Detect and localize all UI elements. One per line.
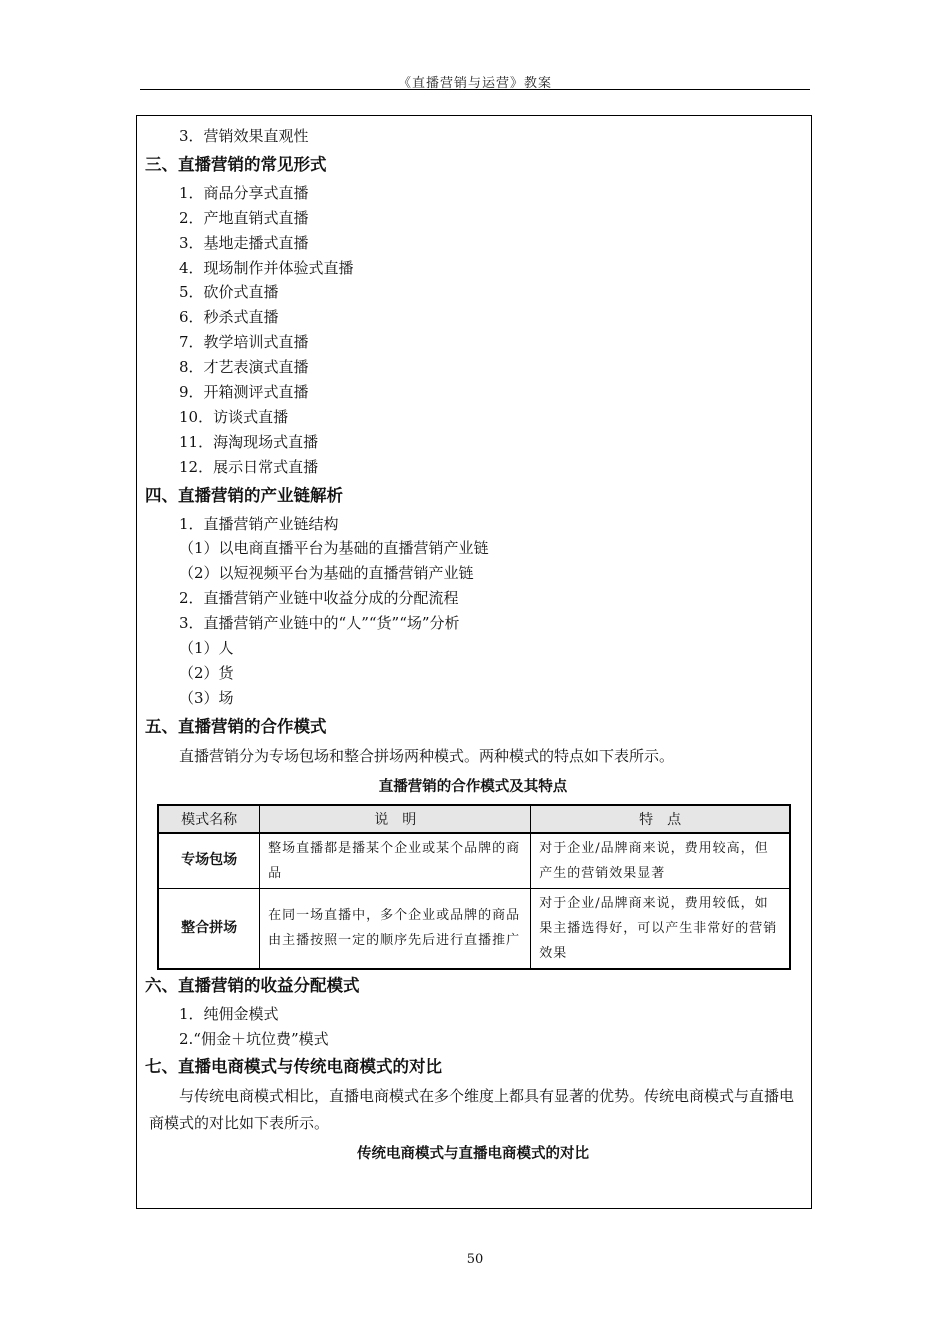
list-item: 8．才艺表演式直播 bbox=[179, 358, 309, 377]
list-item: （1）人 bbox=[179, 639, 234, 658]
header-rule bbox=[140, 89, 810, 90]
list-item: （2）货 bbox=[179, 663, 234, 682]
list-item: 2．产地直销式直播 bbox=[179, 208, 309, 227]
list-item: 7．教学培训式直播 bbox=[179, 333, 309, 352]
table-caption-cooperation: 直播营销的合作模式及其特点 bbox=[378, 778, 568, 795]
list-item: 2.“佣金＋坑位费”模式 bbox=[179, 1029, 329, 1048]
document-header-title: 《直播营销与运营》教案 bbox=[397, 76, 552, 91]
section-5-paragraph: 直播营销分为专场包场和整合拼场两种模式。两种模式的特点如下表所示。 bbox=[179, 746, 675, 765]
section-heading-4: 四、直播营销的产业链解析 bbox=[145, 485, 343, 505]
section-3-list bbox=[145, 181, 801, 480]
section-7-paragraph: 与传统电商模式相比，直播电商模式在多个维度上都具有显著的优势。传统电商模式与直播电商模式的对比如下表所示。 bbox=[149, 1087, 795, 1133]
list-item: 1．商品分享式直播 bbox=[179, 183, 309, 202]
list-item: 2．直播营销产业链中收益分成的分配流程 bbox=[179, 589, 459, 608]
section-heading-6: 六、直播营销的收益分配模式 bbox=[145, 975, 360, 995]
column-header-mode-name: 模式名称 bbox=[158, 805, 260, 833]
table-row bbox=[158, 833, 790, 889]
list-item: 3．营销效果直观性 bbox=[179, 127, 309, 145]
list-item: 9．开箱测评式直播 bbox=[179, 383, 309, 402]
table-header-row bbox=[158, 805, 790, 833]
cooperation-modes-table bbox=[157, 804, 791, 970]
table-caption-comparison: 传统电商模式与直播电商模式的对比 bbox=[357, 1146, 589, 1163]
description-cell: 在同一场直播中，多个企业或品牌的商品由主播按照一定的顺序先后进行直播推广 bbox=[260, 888, 531, 969]
list-item: （2）以短视频平台为基础的直播营销产业链 bbox=[179, 564, 474, 583]
list-item: （3）场 bbox=[179, 688, 234, 707]
feature-cell: 对于企业/品牌商来说，费用较低，如果主播选得好，可以产生非常好的营销效果 bbox=[531, 888, 790, 969]
section-4-list bbox=[145, 512, 801, 711]
column-header-description: 说 明 bbox=[260, 805, 531, 833]
description-cell: 整场直播都是播某个企业或某个品牌的商品 bbox=[260, 833, 531, 889]
list-item: 1．直播营销产业链结构 bbox=[179, 514, 339, 533]
mode-name-cell: 整合拼场 bbox=[158, 888, 260, 969]
list-item: 4．现场制作并体验式直播 bbox=[179, 258, 354, 277]
mode-name-cell: 专场包场 bbox=[158, 833, 260, 889]
list-item: 1．纯佣金模式 bbox=[179, 1004, 279, 1023]
content-frame bbox=[136, 115, 812, 1209]
content-body bbox=[145, 124, 801, 1171]
section-6-list bbox=[145, 1002, 801, 1052]
section-heading-7: 七、直播电商模式与传统电商模式的对比 bbox=[145, 1057, 442, 1077]
feature-cell: 对于企业/品牌商来说，费用较高，但产生的营销效果显著 bbox=[531, 833, 790, 889]
list-item: 3．基地走播式直播 bbox=[179, 233, 309, 252]
list-item: 11．海淘现场式直播 bbox=[179, 432, 319, 451]
list-item: 5．砍价式直播 bbox=[179, 283, 279, 302]
page-number: 50 bbox=[466, 1252, 484, 1267]
list-item: （1）以电商直播平台为基础的直播营销产业链 bbox=[179, 539, 489, 558]
section-heading-3: 三、直播营销的常见形式 bbox=[145, 154, 327, 174]
table-row bbox=[158, 888, 790, 969]
column-header-features: 特 点 bbox=[531, 805, 790, 833]
list-item: 10．访谈式直播 bbox=[179, 407, 289, 426]
list-item: 6．秒杀式直播 bbox=[179, 308, 279, 327]
list-item: 12．展示日常式直播 bbox=[179, 457, 319, 476]
list-item: 3．直播营销产业链中的“人”“货”“场”分析 bbox=[179, 614, 460, 633]
section-heading-5: 五、直播营销的合作模式 bbox=[145, 716, 327, 736]
